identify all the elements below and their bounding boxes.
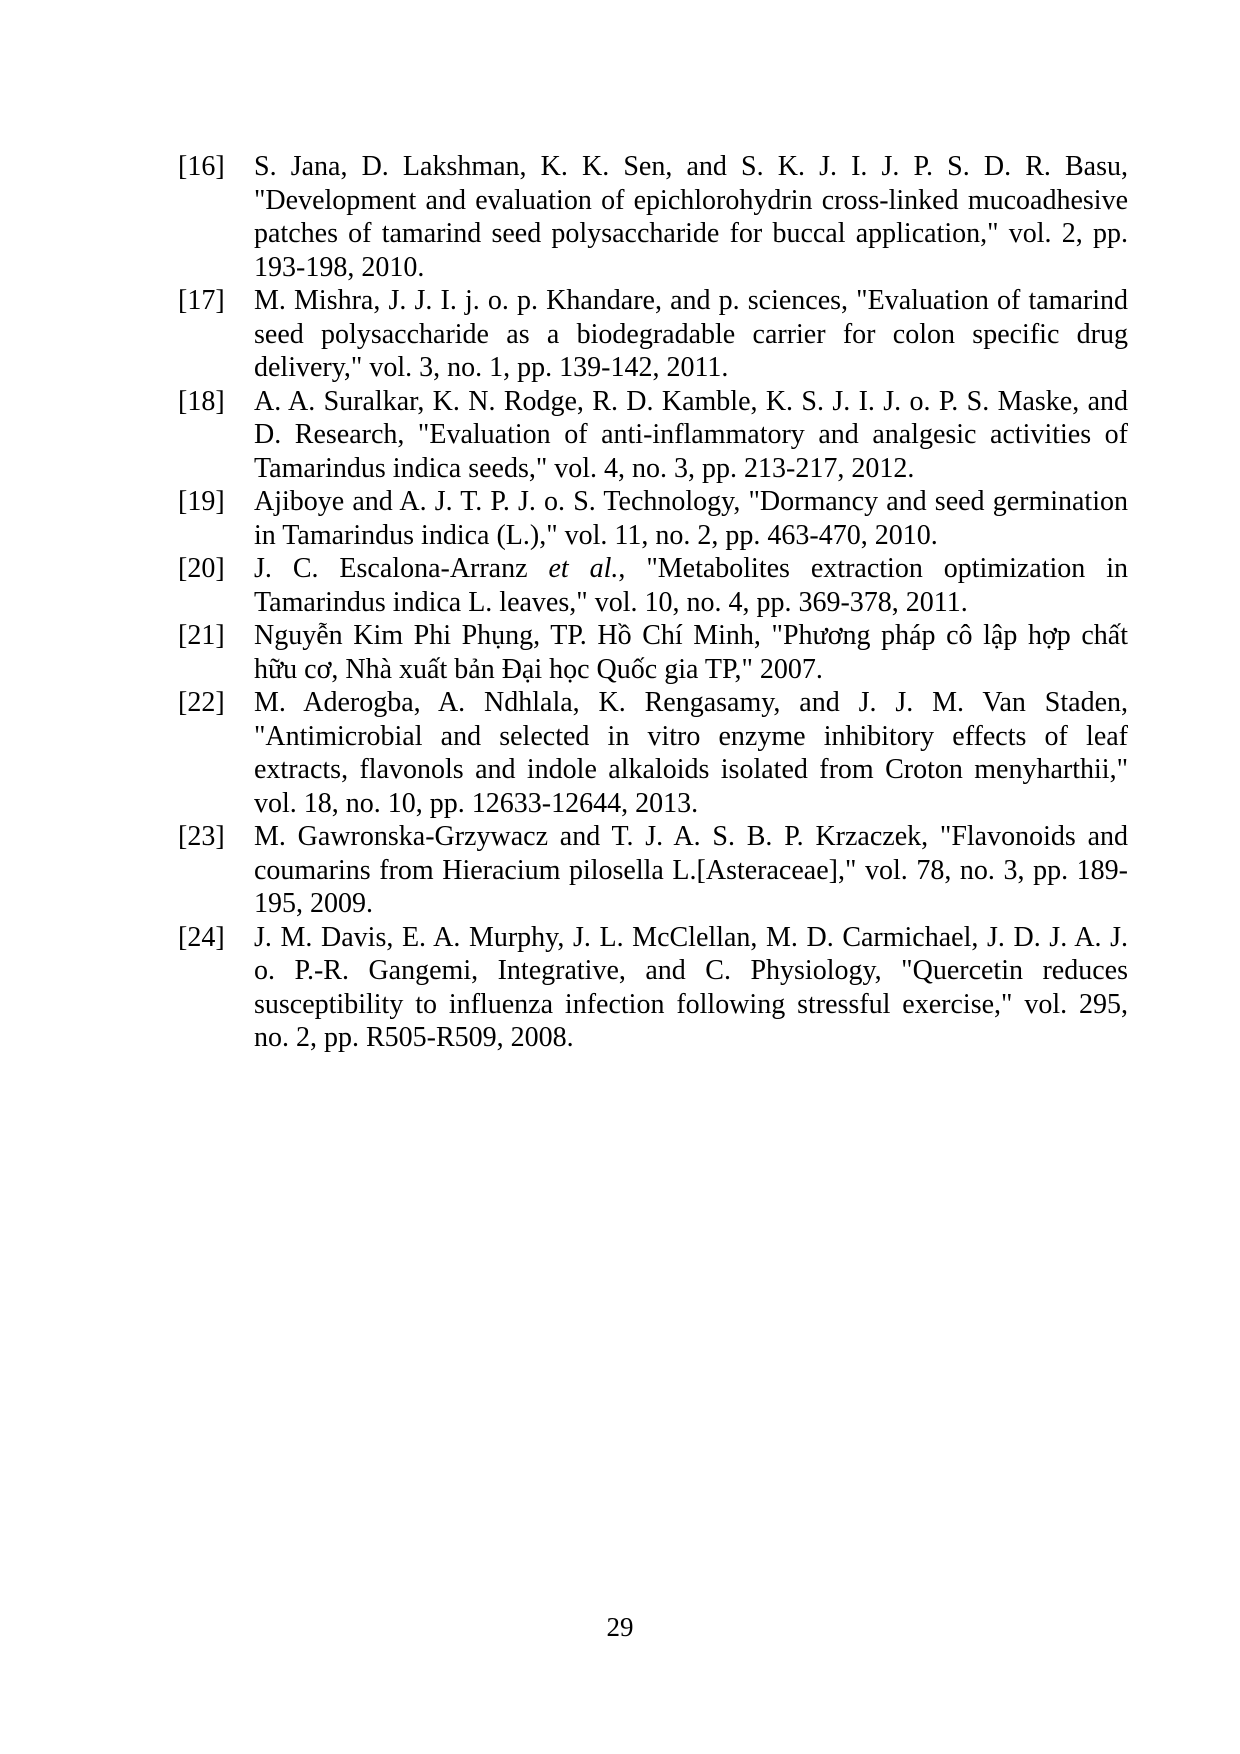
reference-text-after: , "Metabolites extraction optimization in Tamarindus indica L. leaves," vol. 10, no. 4, pp. 369-378, 2011.	[254, 553, 1128, 618]
reference-item	[178, 921, 1128, 1055]
reference-number: [19]	[178, 486, 225, 517]
reference-text: J. M. Davis, E. A. Murphy, J. L. McClellan, M. D. Carmichael, J. D. J. A. J. o. P.-R. Gangemi, Integrative, and C. Physiology, "Quercetin reduces susceptibility to influenza infection following stressful exercise," vol. 295, no. 2, pp. R505-R509, 2008.	[254, 921, 1128, 1053]
reference-item	[178, 485, 1128, 552]
reference-text: Nguyễn Kim Phi Phụng, TP. Hồ Chí Minh, "Phương pháp cô lập hợp chất hữu cơ, Nhà xuất bản Đại học Quốc gia TP," 2007.	[254, 620, 1128, 685]
reference-item	[178, 385, 1128, 486]
reference-text: M. Mishra, J. J. I. j. o. p. Khandare, and p. sciences, "Evaluation of tamarind seed polysaccharide as a biodegradable carrier for colon specific drug delivery," vol. 3, no. 1, pp. 139-142, 2011.	[254, 285, 1128, 383]
reference-item	[178, 619, 1128, 686]
reference-text: S. Jana, D. Lakshman, K. K. Sen, and S. K. J. I. J. P. S. D. R. Basu, "Development and evaluation of epichlorohydrin cross-linked mucoadhesive patches of tamarind seed polysaccharide for buccal application," vol. 2, pp. 193-198, 2010.	[254, 151, 1128, 283]
reference-item	[178, 820, 1128, 921]
reference-number: [22]	[178, 687, 225, 718]
reference-text-before: J. C. Escalona-Arranz	[254, 553, 549, 584]
reference-number: [20]	[178, 553, 225, 584]
reference-text-italic: et al.	[548, 553, 619, 584]
reference-item	[178, 552, 1128, 619]
reference-text: Ajiboye and A. J. T. P. J. o. S. Technology, "Dormancy and seed germination in Tamarindus indica (L.)," vol. 11, no. 2, pp. 463-470, 2010.	[254, 486, 1128, 551]
reference-text	[254, 552, 1128, 619]
reference-item	[178, 686, 1128, 820]
reference-item	[178, 284, 1128, 385]
reference-list	[178, 150, 1128, 1055]
page-number: 29	[606, 1612, 634, 1642]
reference-number: [18]	[178, 385, 225, 417]
reference-number: [21]	[178, 620, 225, 651]
reference-text: A. A. Suralkar, K. N. Rodge, R. D. Kamble, K. S. J. I. J. o. P. S. Maske, and D. Research, "Evaluation of anti-inflammatory and analgesic activities of Tamarindus indica seeds," vol. 4, no. 3, pp. 213-217, 2012.	[254, 385, 1128, 484]
reference-number: [17]	[178, 285, 225, 316]
reference-number: [24]	[178, 921, 225, 953]
reference-text: M. Aderogba, A. Ndhlala, K. Rengasamy, and J. J. M. Van Staden, "Antimicrobial and selected in vitro enzyme inhibitory effects of leaf extracts, flavonols and indole alkaloids isolated from Croton menyharthii," vol. 18, no. 10, pp. 12633-12644, 2013.	[254, 687, 1128, 819]
reference-text: M. Gawronska-Grzywacz and T. J. A. S. B. P. Krzaczek, "Flavonoids and coumarins from Hieracium pilosella L.[Asteraceae]," vol. 78, no. 3, pp. 189-195, 2009.	[254, 821, 1128, 919]
reference-item	[178, 150, 1128, 284]
reference-number: [16]	[178, 151, 225, 182]
reference-number: [23]	[178, 821, 225, 852]
